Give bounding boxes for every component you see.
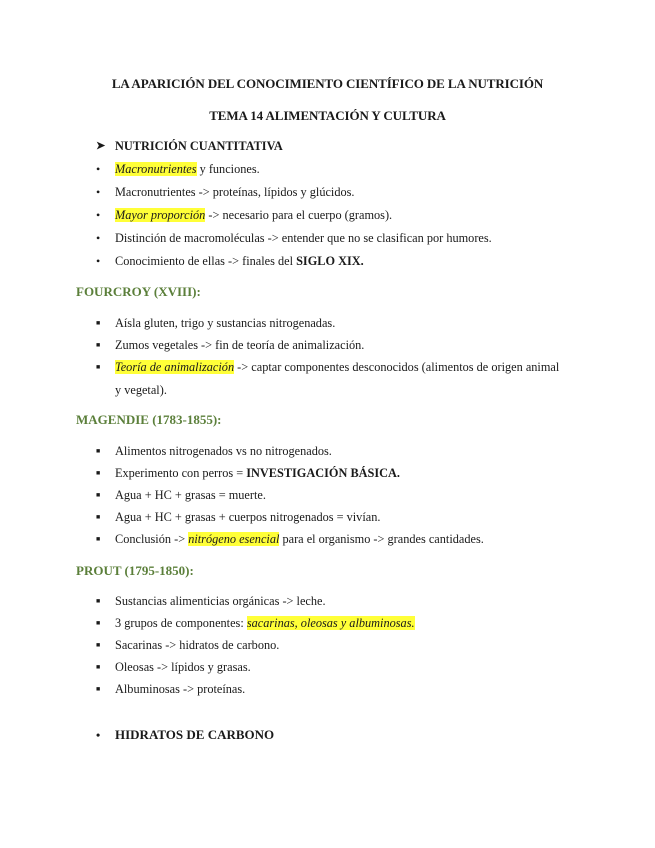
bullet-dot-icon: •	[96, 231, 101, 245]
bullet-dot-icon: •	[96, 162, 101, 176]
bullet-square-icon: ■	[96, 641, 101, 649]
highlighted-term: nitrógeno esencial	[188, 532, 280, 546]
bullet-square-icon: ■	[96, 663, 101, 671]
document-page: LA APARICIÓN DEL CONOCIMIENTO CIENTÍFICO DE LA NUTRICIÓN TEMA 14 ALIMENTACIÓN Y CULTURA ➤ NUTRICIÓN CUANTITATIVA • Macronutrientes y funciones. • Macronutrientes -> proteínas, lípidos y glúcidos. • Mayor proporción -> necesario para el cuerpo (gramos). • Distinción de macromoléculas -> entender que no se clasifican por humores. • Conocimiento de ellas -> finales del SIGLO XIX. FOURCROY (XVIII): ■ Aísla gluten, trigo y sustancias nitrogenadas. ■ Zumos vegetales -> fin de teoría de animalización. ■ Teoría de animalización -> captar componentes desconocidos (alimentos de origen animal y vegetal). MAGENDIE (1783-1855): ■ Alimentos nitrogenados vs no nitrogenados. ■ Experimento con perros = INVESTIGACIÓN BÁSICA. ■ Agua + HC + grasas = muerte. ■ Agua + HC + grasas + cuerpos nitrogenados = vivían. ■ Conclusión -> nitrógeno esencial para el organismo -> grandes cantidades. PROUT (1795-1850): ■ Sustancias alimenticias orgánicas -> leche. ■ 3 grupos de componentes: sacarinas, oleosas y albuminosas. ■ Sacarinas -> hidratos de carbono. ■ Oleosas -> lípidos y grasas. ■ Albuminosas -> proteínas. • HIDRATOS DE CARBONO	[0, 0, 655, 848]
bullet-square-icon: ■	[96, 619, 101, 627]
bold-term: SIGLO XIX.	[296, 254, 364, 268]
section-heading-prout: PROUT (1795-1850):	[76, 563, 194, 578]
bullet-square-icon: ■	[96, 491, 101, 499]
section-heading: HIDRATOS DE CARBONO	[115, 727, 275, 742]
bullet-square-icon: ■	[96, 597, 101, 605]
bullet-square-icon: ■	[96, 363, 101, 371]
bold-term: INVESTIGACIÓN BÁSICA.	[246, 466, 400, 480]
bullet-square-icon: ■	[96, 341, 101, 349]
bullet-square-icon: ■	[96, 447, 101, 455]
section-heading: NUTRICIÓN CUANTITATIVA	[115, 139, 283, 153]
bullet-square-icon: ■	[96, 513, 101, 521]
bullet-square-icon: ■	[96, 535, 101, 543]
document-subtitle: TEMA 14 ALIMENTACIÓN Y CULTURA	[209, 108, 446, 123]
bullet-dot-icon: •	[96, 254, 101, 268]
bullet-square-icon: ■	[96, 319, 101, 327]
bullet-dot-icon: •	[96, 208, 101, 222]
bullet-square-icon: ■	[96, 469, 101, 477]
section-heading-magendie: MAGENDIE (1783-1855):	[76, 412, 222, 427]
highlighted-term: Mayor proporción	[115, 208, 206, 222]
section-heading-fourcroy: FOURCROY (XVIII):	[76, 284, 201, 299]
highlighted-term: sacarinas, oleosas y albuminosas.	[246, 616, 415, 630]
document-title: LA APARICIÓN DEL CONOCIMIENTO CIENTÍFICO DE LA NUTRICIÓN	[111, 76, 544, 91]
highlighted-term: Teoría de animalización	[115, 360, 235, 374]
bullet-dot-icon: •	[96, 185, 101, 199]
highlighted-term: Macronutrientes	[115, 162, 197, 176]
arrow-bullet-icon: ➤	[96, 140, 106, 152]
bullet-dot-icon: •	[96, 728, 101, 742]
bullet-square-icon: ■	[96, 685, 101, 693]
